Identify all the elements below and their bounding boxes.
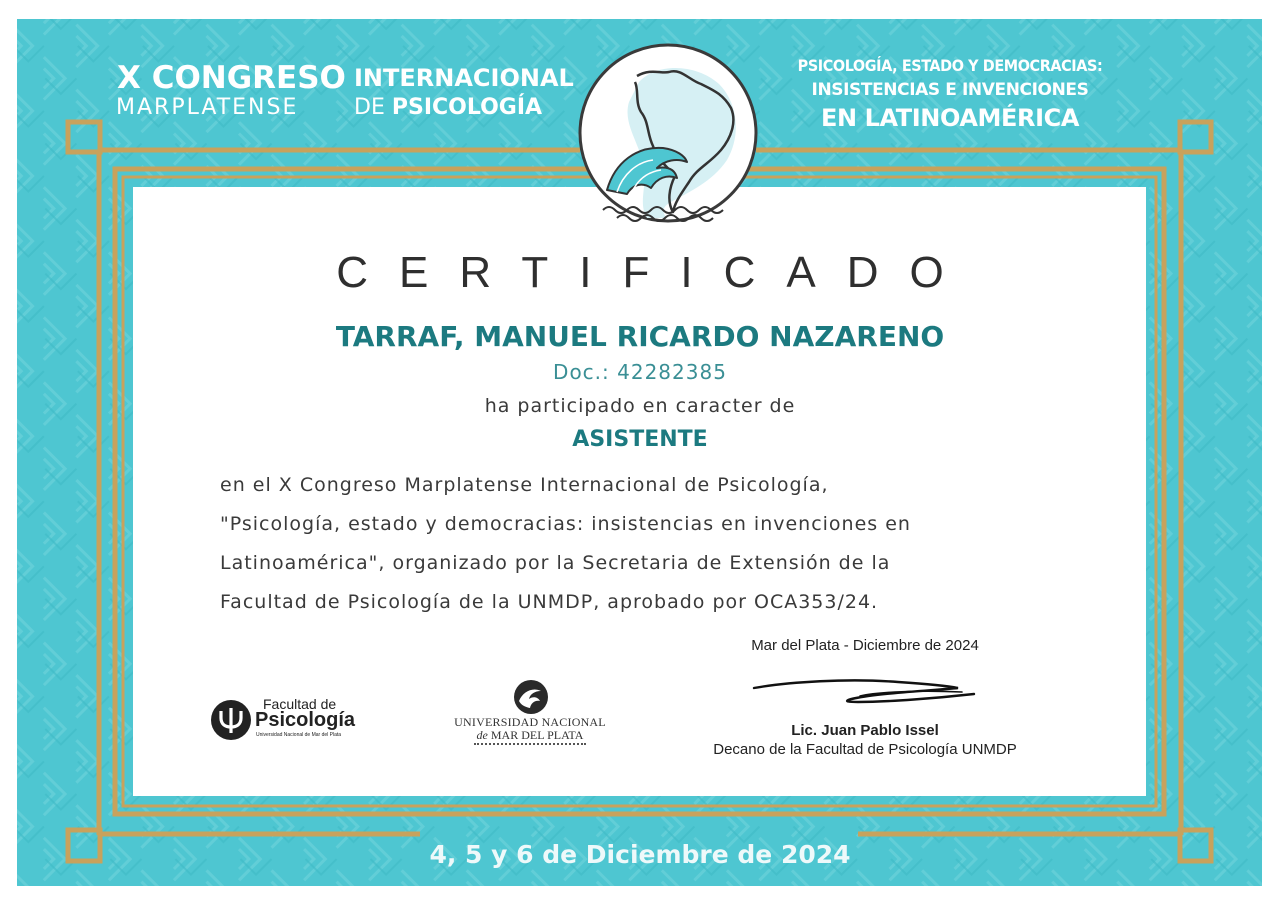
place-and-date: Mar del Plata - Diciembre de 2024 <box>751 637 979 654</box>
signer-role: Decano de la Facultad de Psicología UNMDP <box>713 741 1017 758</box>
document-number: Doc.: 42282385 <box>553 360 727 384</box>
handwritten-signature <box>748 674 980 708</box>
universidad-mar-del-plata-logo: UNIVERSIDAD NACIONAL de MAR DEL PLATA <box>440 675 620 755</box>
body-line: "Psicología, estado y democracias: insistencias en invenciones en <box>220 513 911 535</box>
wave-emblem-icon <box>513 679 549 715</box>
participation-text: ha participado en caracter de <box>484 395 796 417</box>
facultad-psicologia-logo: Facultad de Psicología Universidad Nacional de Mar del Plata <box>210 695 370 745</box>
signer-name: Lic. Juan Pablo Issel <box>791 722 939 739</box>
body-line: en el X Congreso Marplatense Internacional de Psicología, <box>220 474 829 496</box>
marplatense-title: MARPLATENSE <box>116 95 299 120</box>
body-line: Facultad de Psicología de la UNMDP, aprobado por OCA353/24. <box>220 591 879 613</box>
event-dates: 4, 5 y 6 de Diciembre de 2024 <box>429 840 851 869</box>
theme-line-1: PSICOLOGÍA, ESTADO Y DEMOCRACIAS: <box>797 56 1103 75</box>
certificate-body <box>220 466 1080 622</box>
participation-role: ASISTENTE <box>572 427 708 452</box>
theme-line-2: INSISTENCIAS E INVENCIONES <box>811 80 1089 100</box>
certificate-title: CERTIFICADO <box>336 248 975 297</box>
body-line: Latinoamérica", organizado por la Secretaria de Extensión de la <box>220 552 891 574</box>
theme-line-3: EN LATINOAMÉRICA <box>820 104 1080 132</box>
recipient-name: TARRAF, MANUEL RICARDO NAZARENO <box>335 320 945 353</box>
psicologia-title: DE PSICOLOGÍA <box>354 95 543 120</box>
decorative-dots <box>474 743 586 747</box>
internacional-title: INTERNACIONAL <box>354 64 574 92</box>
congreso-title: X CONGRESO <box>117 60 346 96</box>
latin-america-map-logo <box>577 42 759 224</box>
psi-icon <box>210 699 252 741</box>
